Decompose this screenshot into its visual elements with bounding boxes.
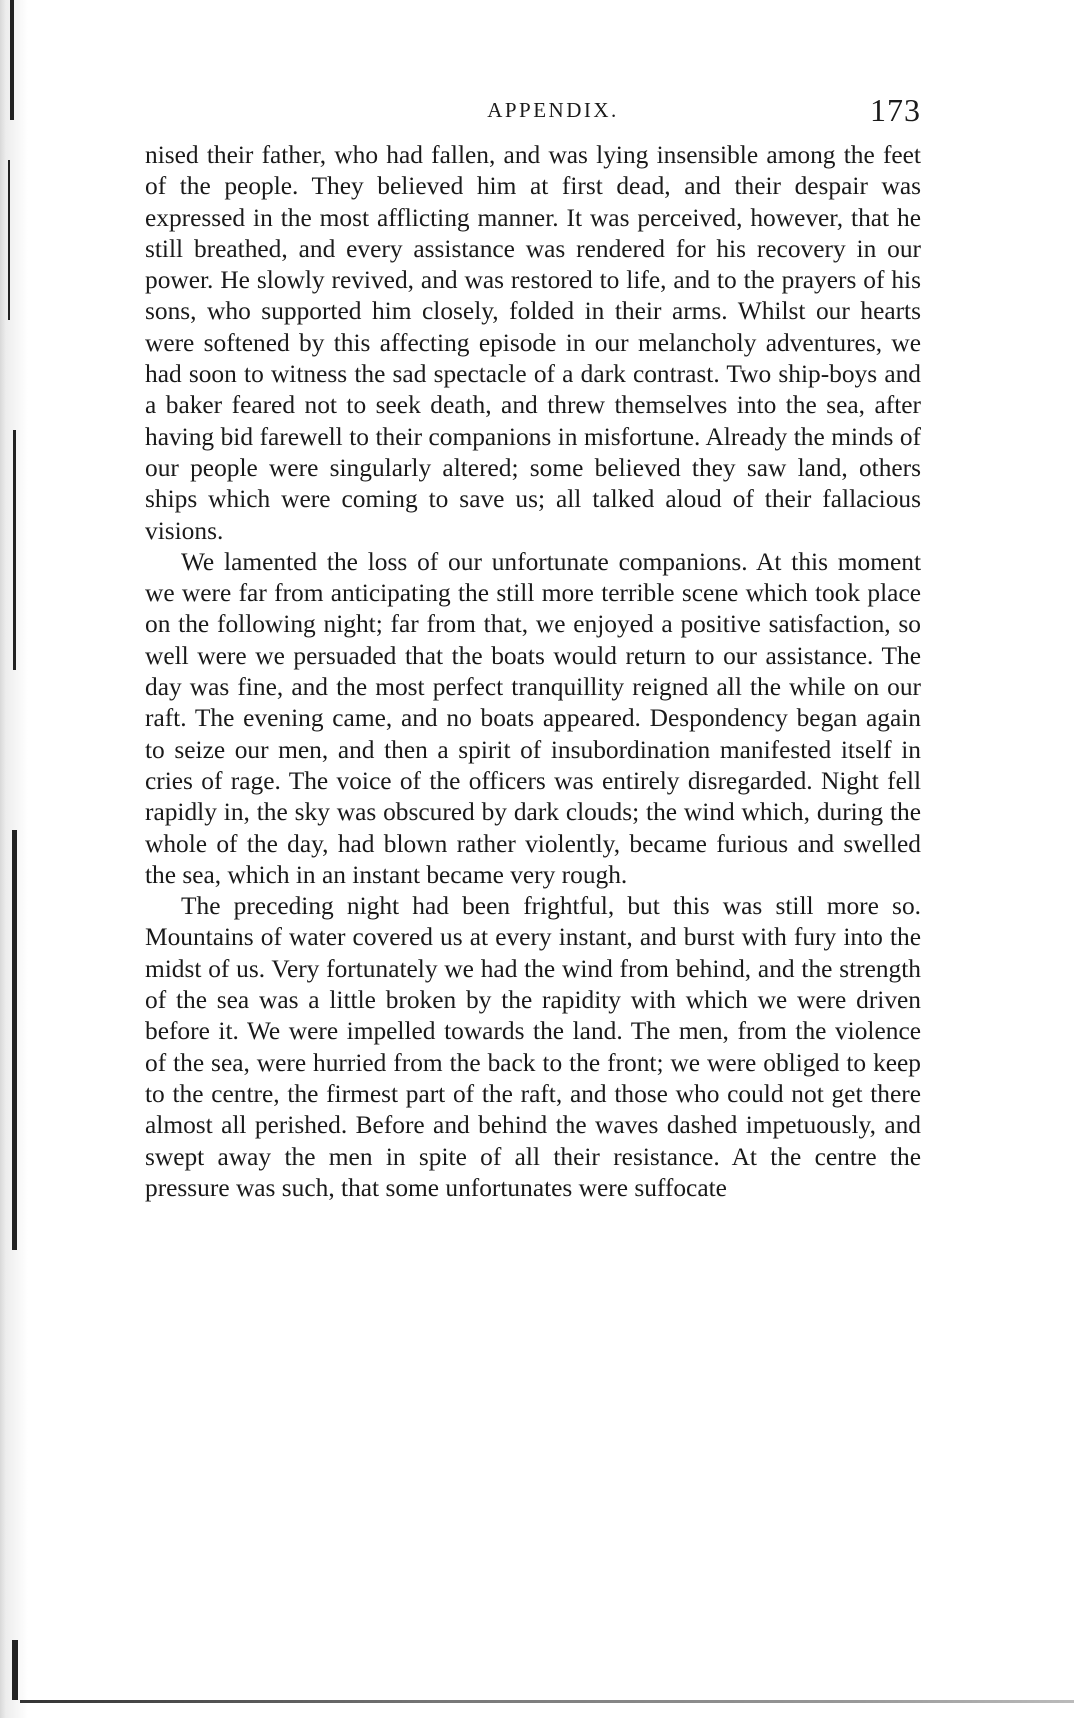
gutter-mark <box>8 160 10 320</box>
gutter-shadow <box>0 0 34 1718</box>
paragraph: We lamented the loss of our unfortunate companions. At this moment we were far from anticipating the still more terrible scene which took place on the following night; far from that, we enjoyed a positive satisfaction, so well were we persuaded that the boats would return to our assistance. The day was fine, and the most perfect tranquillity reigned all the while on our raft. The evening came, and no boats appeared. Despondency began again to seize our men, and then a spirit of insubordination manifested itself in cries of rage. The voice of the officers was entirely disregarded. Night fell rapidly in, the sky was obscured by dark clouds; the wind which, during the whole of the day, had blown rather violently, became furious and swelled the sea, which in an instant became very rough. <box>145 547 921 889</box>
gutter-mark <box>13 430 16 670</box>
page-header <box>145 92 921 132</box>
gutter-mark <box>10 0 14 120</box>
gutter-mark <box>12 830 17 1250</box>
paragraph: The preceding night had been frightful, but this was still more so. Mountains of water covered us at every instant, and burst with fury into the midst of us. Very fortunately we had the wind from behind, and the strength of the sea was a little broken by the rapidity with which we were driven before it. We were impelled towards the land. The men, from the violence of the sea, were hurried from the back to the front; we were obliged to keep to the centre, the firmest part of the raft, and those who could not get there almost all perished. Before and behind the waves dashed impetuously, and swept away the men in spite of all their resistance. At the centre the pressure was such, that some unfortunates were suffocate <box>145 892 921 1202</box>
bottom-page-edge <box>20 1700 1074 1703</box>
gutter-mark <box>12 1640 18 1700</box>
running-head: APPENDIX. <box>487 98 619 122</box>
body-text <box>145 140 921 1204</box>
paragraph-continuation: nised their father, who had fallen, and was lying insensible among the feet of the people. They believed him at first dead, and their despair was expressed in the most afflicting manner. It was perceived, however, that he still breathed, and every assistance was rendered for his recovery in our power. He slowly revived, and was restored to life, and to the prayers of his sons, who supported him closely, folded in their arms. Whilst our hearts were softened by this affecting episode in our melancholy adventures, we had soon to witness the sad spectacle of a dark contrast. Two ship-boys and a baker feared not to seek death, and threw themselves into the sea, after having bid farewell to their companions in misfortune. Already the minds of our people were singularly altered; some believed they saw land, others ships which were coming to save us; all talked aloud of their fallacious visions. <box>145 141 921 545</box>
page-number: 173 <box>870 92 921 128</box>
